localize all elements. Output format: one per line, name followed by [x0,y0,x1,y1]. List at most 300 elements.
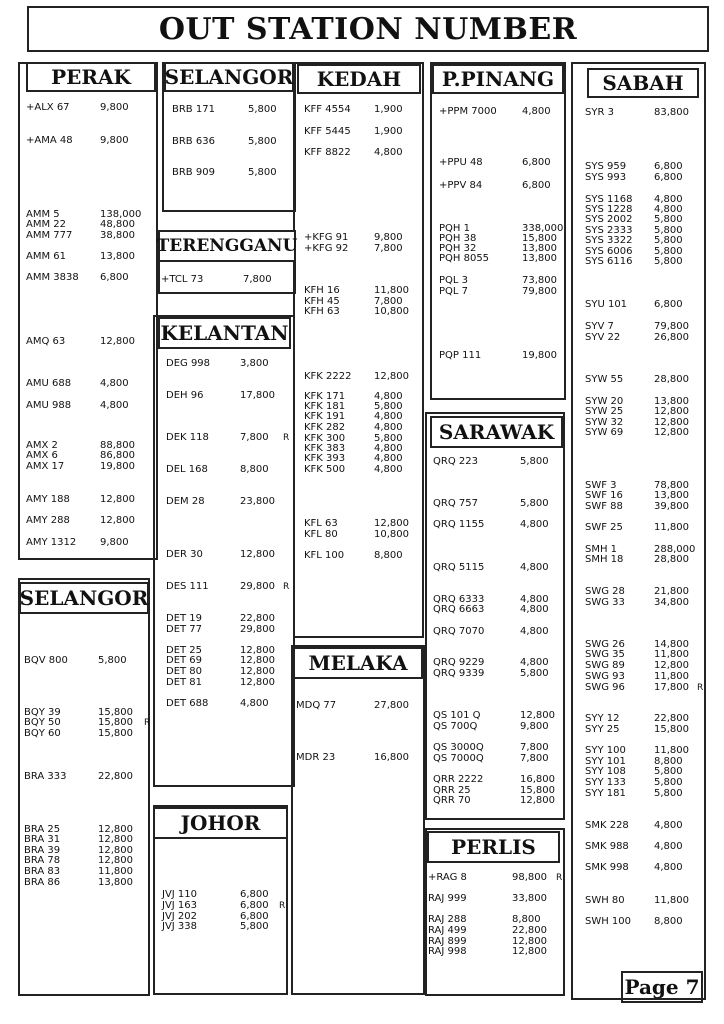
number-row [166,465,293,475]
number-row [296,701,426,711]
price-value: 12,800 [374,518,409,529]
plate-number: RAJ 998 [428,946,467,957]
number-row [162,901,289,911]
plate-number: BRA 333 [24,771,67,782]
plate-number: AMY 288 [26,515,70,526]
number-row [585,683,707,693]
number-row [585,587,707,597]
price-value: 7,800 [520,753,549,764]
plate-number: KFK 2222 [304,371,352,382]
plate-number: AMY 1312 [26,537,77,548]
plate-number: SWF 16 [585,490,623,501]
price-value: 4,800 [240,698,269,709]
plate-number: SMK 998 [585,862,629,873]
plate-number: KFL 63 [304,518,338,529]
price-value: 26,800 [654,332,689,343]
price-value: 12,800 [98,824,133,835]
number-row [433,520,570,530]
price-value: 10,800 [374,306,409,317]
plate-number: QRQ 1155 [433,519,485,530]
number-row [585,746,707,756]
section-header: KELANTAN [158,317,291,349]
price-value: 12,800 [654,427,689,438]
price-value: 5,800 [654,777,683,788]
price-value: 28,800 [654,374,689,385]
number-row [585,502,707,512]
number-row [26,103,160,113]
plate-number: JVJ 163 [162,900,198,911]
plate-number: KFK 300 [304,433,346,444]
price-value: 4,800 [520,519,549,530]
reserved-mark: R [283,582,290,592]
number-row [26,220,160,230]
price-value: 6,800 [654,161,683,172]
price-value: 1,900 [374,104,403,115]
price-value: 29,800 [240,624,275,635]
plate-number: PQH 38 [439,233,477,244]
number-row [439,254,570,264]
price-value: 34,800 [654,597,689,608]
price-value: 9,800 [100,537,129,548]
plate-number: SYY 133 [585,777,626,788]
price-value: 4,800 [522,106,551,117]
price-value: 1,900 [374,126,403,137]
number-row [585,108,707,118]
plate-number: BQY 60 [24,728,61,739]
number-row [304,105,426,115]
number-row [162,890,289,900]
number-row [433,563,570,573]
plate-number: DET 69 [166,655,203,666]
price-value: 8,800 [512,914,541,925]
plate-number: SWG 28 [585,586,625,597]
price-value: 4,800 [374,453,403,464]
reserved-mark: R [697,683,704,693]
price-value: 12,800 [374,371,409,382]
price-value: 11,800 [654,522,689,533]
plate-number: RAJ 999 [428,893,467,904]
number-row [26,252,160,262]
price-value: 5,800 [654,235,683,246]
price-value: 4,800 [374,443,403,454]
price-value: 15,800 [522,233,557,244]
plate-number: DET 688 [166,698,209,709]
plate-number: +ALX 67 [26,102,70,113]
price-value: 22,800 [512,925,547,936]
price-value: 12,800 [654,406,689,417]
price-value: 5,800 [520,668,549,679]
number-row [26,136,160,146]
plate-number: AMM 22 [26,219,66,230]
price-value: 4,800 [654,820,683,831]
number-row [585,491,707,501]
plate-number: KFH 63 [304,306,340,317]
plate-number: SYS 1228 [585,204,633,215]
price-value: 13,800 [654,396,689,407]
plate-number: AMM 3838 [26,272,79,283]
price-value: 86,800 [100,450,135,461]
price-value: 11,800 [654,745,689,756]
number-row [428,926,566,936]
plate-number: AMM 5 [26,209,60,220]
number-row [166,625,293,635]
plate-number: AMY 188 [26,494,70,505]
number-row [433,669,570,679]
number-row [166,678,293,688]
plate-number: BRA 86 [24,877,61,888]
price-value: 4,800 [654,204,683,215]
price-value: 15,800 [654,724,689,735]
price-value: 11,800 [654,895,689,906]
plate-number: KFH 45 [304,296,340,307]
price-value: 12,800 [520,710,555,721]
number-row [585,725,707,735]
number-row [304,530,426,540]
price-value: 4,800 [374,411,403,422]
price-value: 15,800 [98,728,133,739]
plate-number: BRA 31 [24,834,61,845]
number-row [166,614,293,624]
plate-number: BRB 171 [172,104,215,115]
plate-number: QRQ 6333 [433,594,485,605]
plate-number: AMM 777 [26,230,73,241]
plate-number: SYV 22 [585,332,621,343]
price-value: 5,800 [654,766,683,777]
number-row [166,582,293,592]
section-header: TERENGGANU [158,230,296,262]
number-row [439,181,570,191]
plate-number: SYU 101 [585,299,628,310]
plate-number: SWG 89 [585,660,625,671]
number-row [585,714,707,724]
plate-number: QRQ 5115 [433,562,485,573]
reserved-mark: R [283,433,290,443]
plate-number: BRA 83 [24,866,61,877]
number-row [24,772,154,782]
number-row [166,497,293,507]
plate-number: MDR 23 [296,752,336,763]
plate-number: SYV 7 [585,321,614,332]
number-row [304,519,426,529]
price-value: 12,800 [654,417,689,428]
plate-number: DET 19 [166,613,203,624]
reserved-mark: R [144,718,151,728]
price-value: 12,800 [100,515,135,526]
number-row [304,307,426,317]
price-value: 7,800 [240,432,269,443]
plate-number: +PPV 84 [439,180,483,191]
number-row [585,821,707,831]
price-value: 7,800 [374,243,403,254]
price-value: 6,800 [240,900,269,911]
plate-number: KFF 5445 [304,126,351,137]
price-value: 4,800 [654,862,683,873]
number-row [433,499,570,509]
plate-number: SWF 25 [585,522,623,533]
price-value: 9,800 [520,721,549,732]
number-row [26,273,160,283]
number-row [585,672,707,682]
plate-number: SWG 35 [585,649,625,660]
plate-number: KFL 80 [304,529,338,540]
price-value: 16,800 [520,774,555,785]
plate-number: SYS 6006 [585,246,633,257]
number-row [166,550,293,560]
number-row [24,835,154,845]
price-value: 6,800 [240,889,269,900]
plate-number: DET 77 [166,624,203,635]
reserved-mark: R [556,873,563,883]
price-value: 10,800 [374,529,409,540]
number-row [24,867,154,877]
reserved-mark: R [279,901,286,911]
plate-number: KFK 181 [304,401,346,412]
number-row [172,105,302,115]
number-row [428,873,566,883]
number-row [304,454,426,464]
price-value: 33,800 [512,893,547,904]
plate-number: SYY 108 [585,766,626,777]
plate-number: AMU 988 [26,400,72,411]
price-value: 79,800 [522,286,557,297]
number-row [585,650,707,660]
price-value: 98,800 [512,872,547,883]
price-value: 14,800 [654,639,689,650]
number-row [585,917,707,927]
number-row [26,451,160,461]
price-value: 4,800 [374,422,403,433]
plate-number: SYW 55 [585,374,624,385]
price-value: 12,800 [240,666,275,677]
price-value: 48,800 [100,219,135,230]
number-row [172,168,302,178]
number-row [304,148,426,158]
number-row [161,275,302,285]
price-value: 29,800 [240,581,275,592]
price-value: 288,000 [654,544,696,555]
number-row [585,428,707,438]
number-row [433,627,570,637]
price-value: 13,800 [654,490,689,501]
number-row [166,391,293,401]
price-value: 79,800 [654,321,689,332]
price-value: 5,800 [98,655,127,666]
number-row [428,894,566,904]
plate-number: SYS 993 [585,172,627,183]
plate-number: QRQ 7070 [433,626,485,637]
price-value: 21,800 [654,586,689,597]
price-value: 7,800 [520,742,549,753]
number-row [439,158,570,168]
number-row [585,173,707,183]
number-row [304,244,426,254]
price-value: 12,800 [512,936,547,947]
price-value: 22,800 [98,771,133,782]
number-row [296,753,426,763]
plate-number: SYY 101 [585,756,626,767]
section-header: P.PINANG [432,64,564,94]
plate-number: AMX 6 [26,450,58,461]
price-value: 83,800 [654,107,689,118]
price-value: 12,800 [240,677,275,688]
plate-number: KFK 191 [304,411,346,422]
number-row [304,286,426,296]
price-value: 4,800 [520,626,549,637]
plate-number: SWH 100 [585,916,632,927]
number-row [585,257,707,267]
number-row [585,523,707,533]
plate-number: RAJ 499 [428,925,467,936]
price-value: 4,800 [654,841,683,852]
section-header: SELANGOR [164,62,294,92]
number-row [304,423,426,433]
number-row [439,287,570,297]
price-value: 22,800 [240,613,275,624]
price-value: 12,800 [240,645,275,656]
plate-number: SYW 25 [585,406,624,417]
price-value: 12,800 [520,795,555,806]
plate-number: AMQ 63 [26,336,66,347]
number-row [433,796,570,806]
number-row [24,718,154,728]
plate-number: QRQ 9339 [433,668,485,679]
price-value: 17,800 [654,682,689,693]
plate-number: QRQ 223 [433,456,478,467]
section-header: KEDAH [297,64,421,94]
plate-number: AMU 688 [26,378,72,389]
price-value: 5,800 [654,225,683,236]
price-value: 8,800 [654,756,683,767]
plate-number: SWF 88 [585,501,623,512]
plate-number: DET 81 [166,677,203,688]
plate-number: JVJ 338 [162,921,198,932]
price-value: 12,800 [654,660,689,671]
plate-number: JVJ 202 [162,911,198,922]
plate-number: BRB 636 [172,136,215,147]
plate-number: SYS 1168 [585,194,633,205]
price-value: 4,800 [520,594,549,605]
number-row [585,598,707,608]
page-title: OUT STATION NUMBER [158,11,578,47]
plate-number: +KFG 92 [304,243,349,254]
price-value: 13,800 [522,243,557,254]
number-row [26,462,160,472]
plate-number: +RAG 8 [428,872,467,883]
number-row [585,863,707,873]
number-row [585,661,707,671]
price-value: 9,800 [100,135,129,146]
price-value: 4,800 [374,391,403,402]
section-header: SARAWAK [430,416,563,448]
price-value: 15,800 [520,785,555,796]
price-value: 39,800 [654,501,689,512]
plate-number: SYS 2333 [585,225,633,236]
plate-number: PQH 1 [439,223,470,234]
price-value: 5,800 [654,214,683,225]
plate-number: SYY 100 [585,745,626,756]
number-row [304,551,426,561]
price-value: 12,800 [512,946,547,957]
number-row [166,656,293,666]
price-value: 12,800 [240,655,275,666]
number-row [585,555,707,565]
number-row [304,372,426,382]
plate-number: KFH 16 [304,285,340,296]
plate-number: RAJ 899 [428,936,467,947]
price-value: 78,800 [654,480,689,491]
price-value: 5,800 [654,256,683,267]
number-row [166,667,293,677]
number-row [428,915,566,925]
price-value: 4,800 [520,657,549,668]
number-row [26,516,160,526]
number-row [433,658,570,668]
price-value: 4,800 [654,194,683,205]
section-header: SABAH [587,68,699,98]
price-value: 3,800 [240,358,269,369]
number-row [585,333,707,343]
plate-number: QRR 2222 [433,774,484,785]
plate-number: SWG 26 [585,639,625,650]
plate-number: SWG 33 [585,597,625,608]
price-value: 5,800 [520,498,549,509]
plate-number: +AMA 48 [26,135,73,146]
price-value: 6,800 [522,157,551,168]
plate-number: SYW 20 [585,396,624,407]
number-row [26,379,160,389]
number-row [24,729,154,739]
plate-number: QRQ 757 [433,498,478,509]
panel-melaka [291,645,425,995]
price-value: 5,800 [240,921,269,932]
number-row [166,359,293,369]
number-row [26,231,160,241]
price-value: 4,800 [374,147,403,158]
number-row [428,947,566,957]
number-row [304,233,426,243]
section-header: JOHOR [153,807,288,839]
price-value: 4,800 [520,562,549,573]
price-value: 23,800 [240,496,275,507]
plate-number: SYY 25 [585,724,620,735]
price-value: 13,800 [522,253,557,264]
number-row [585,767,707,777]
plate-number: SYS 2002 [585,214,633,225]
price-value: 73,800 [522,275,557,286]
price-value: 12,800 [98,855,133,866]
plate-number: SMH 1 [585,544,618,555]
price-value: 12,800 [240,549,275,560]
plate-number: AMX 17 [26,461,65,472]
price-value: 12,800 [100,494,135,505]
plate-number: +TCL 73 [161,274,204,285]
number-row [585,322,707,332]
price-value: 13,800 [98,877,133,888]
panel-selangor-2 [18,578,150,996]
plate-number: KFK 171 [304,391,346,402]
plate-number: RAJ 288 [428,914,467,925]
number-row [304,465,426,475]
plate-number: +PPU 48 [439,157,483,168]
plate-number: SWG 93 [585,671,625,682]
plate-number: +KFG 91 [304,232,349,243]
number-row [24,656,154,666]
number-row [585,162,707,172]
number-row [433,722,570,732]
plate-number: KFL 100 [304,550,345,561]
page-title-box [27,6,709,52]
price-value: 6,800 [522,180,551,191]
